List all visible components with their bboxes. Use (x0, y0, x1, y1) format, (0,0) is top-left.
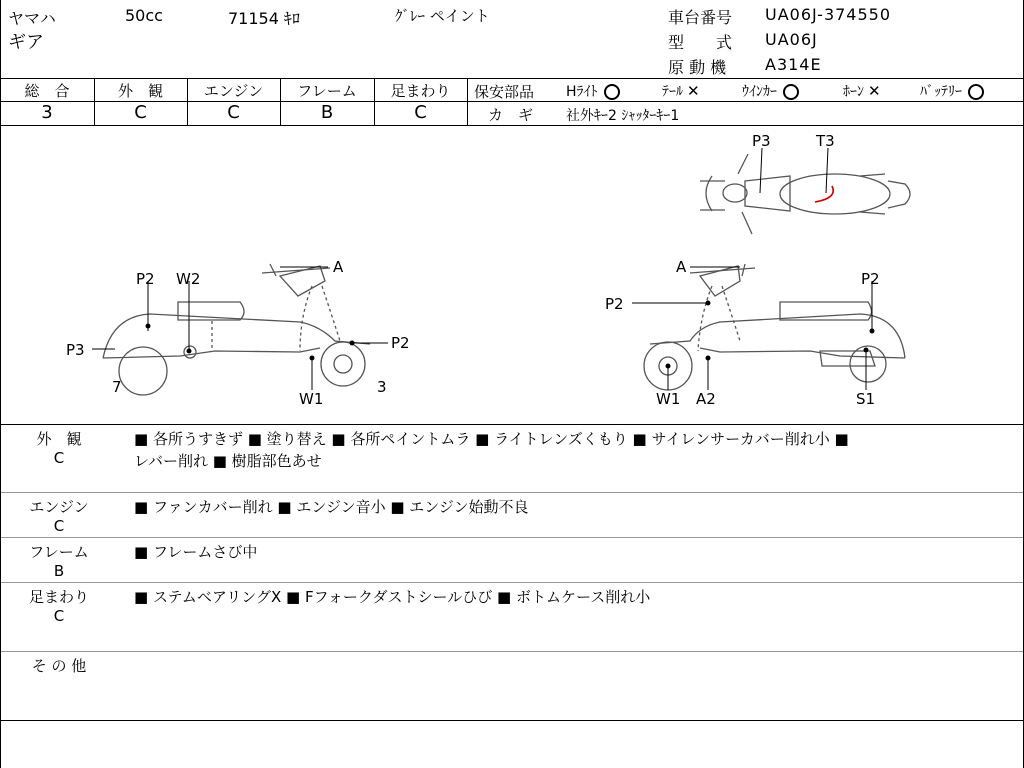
maker-name: ヤマハ (8, 9, 56, 28)
left-label-w2: W2 (176, 270, 201, 288)
chassis-value: UA06J-374550 (765, 5, 892, 24)
ok-circle-icon (968, 84, 984, 100)
score-frame-value: B (320, 102, 334, 123)
left-label-7: 7 (112, 378, 122, 396)
ng-cross-icon: ✕ (868, 82, 881, 100)
score-engine-value: C (227, 102, 240, 123)
model-name: ギア (8, 32, 44, 53)
scratch-mark (815, 186, 833, 202)
section-engine-line1: ■ ファンカバー削れ ■ エンジン音小 ■ エンジン始動不良 (134, 498, 529, 516)
safety-battery-label: ﾊﾞｯﾃﾘｰ (920, 84, 962, 100)
section-other-title: そ の 他 (31, 657, 87, 675)
top-label-p3: P3 (752, 132, 771, 150)
ng-cross-icon: ✕ (687, 82, 700, 100)
section-exterior-line2: レバー削れ ■ 樹脂部色あせ (134, 452, 322, 470)
section-suspension-title: 足まわり (28, 588, 89, 606)
left-label-w1: W1 (299, 390, 324, 408)
section-suspension-grade: C (53, 607, 65, 625)
safety-parts-label: 保安部品 (474, 83, 535, 101)
type-label: 型 式 (668, 33, 733, 52)
left-label-a: A (333, 258, 344, 276)
right-label-w1: W1 (656, 390, 681, 408)
safety-tail-label: ﾃｰﾙ (662, 84, 683, 100)
score-exterior-value: C (134, 102, 147, 123)
engine-value: A314E (765, 55, 822, 74)
section-engine-title: エンジン (29, 498, 89, 516)
ok-circle-icon (783, 84, 799, 100)
left-label-3: 3 (377, 378, 387, 396)
right-label-a: A (676, 258, 687, 276)
section-frame-title: フレーム (29, 543, 89, 561)
section-engine-grade: C (53, 517, 65, 535)
body-color: ｸﾞﾚｰ ペイント (395, 7, 490, 25)
safety-tail (662, 81, 700, 101)
top-label-t3: T3 (816, 132, 835, 150)
score-suspension-value: C (414, 102, 427, 123)
engine-label: 原 動 機 (668, 58, 727, 77)
score-engine-label: エンジン (203, 82, 264, 100)
right-label-p2-front: P2 (605, 295, 624, 313)
safety-battery (920, 81, 984, 101)
safety-horn-label: ﾎｰﾝ (843, 84, 864, 100)
score-frame-label: フレーム (297, 82, 357, 100)
mileage: 71154 ｷﾛ (228, 9, 300, 28)
section-suspension-line1: ■ ステムベアリングX ■ Fフォークダストシールひび ■ ボトムケース削れ小 (134, 588, 651, 606)
safety-winker (742, 81, 799, 101)
safety-headlight (566, 81, 620, 101)
safety-winker-label: ｳｲﾝｶｰ (742, 84, 777, 100)
type-value: UA06J (765, 30, 818, 49)
ok-circle-icon (604, 84, 620, 100)
left-label-p2-rear: P2 (391, 334, 410, 352)
left-label-p2: P2 (136, 270, 155, 288)
score-total-label: 総 合 (24, 82, 70, 100)
safety-headlight-label: Hﾗｲﾄ (566, 84, 598, 100)
displacement: 50cc (125, 6, 163, 25)
right-label-a2: A2 (696, 390, 716, 408)
key-value: 社外ｷｰ2 ｼｬｯﾀｰｷｰ1 (566, 108, 680, 124)
right-label-p2-rear: P2 (861, 270, 880, 288)
score-exterior-label: 外 観 (117, 82, 163, 100)
safety-horn (843, 81, 881, 101)
left-label-p3: P3 (66, 341, 85, 359)
section-frame-line1: ■ フレームさび中 (134, 543, 258, 561)
score-suspension-label: 足まわり (390, 82, 451, 100)
scooter-top-view (700, 154, 910, 234)
section-frame-grade: B (53, 562, 65, 580)
key-label: カ ギ (488, 106, 534, 124)
section-exterior-title: 外 観 (36, 430, 82, 448)
section-exterior-line1: ■ 各所うすきず ■ 塗り替え ■ 各所ペイントムラ ■ ライトレンズくもり ■ サイレンサーカバー削れ小 ■ (134, 430, 849, 448)
chassis-label: 車台番号 (668, 8, 733, 27)
right-label-s1: S1 (856, 390, 876, 408)
score-total-value: 3 (41, 102, 53, 123)
section-exterior-grade: C (53, 449, 65, 467)
damage-diagram (0, 126, 1024, 424)
